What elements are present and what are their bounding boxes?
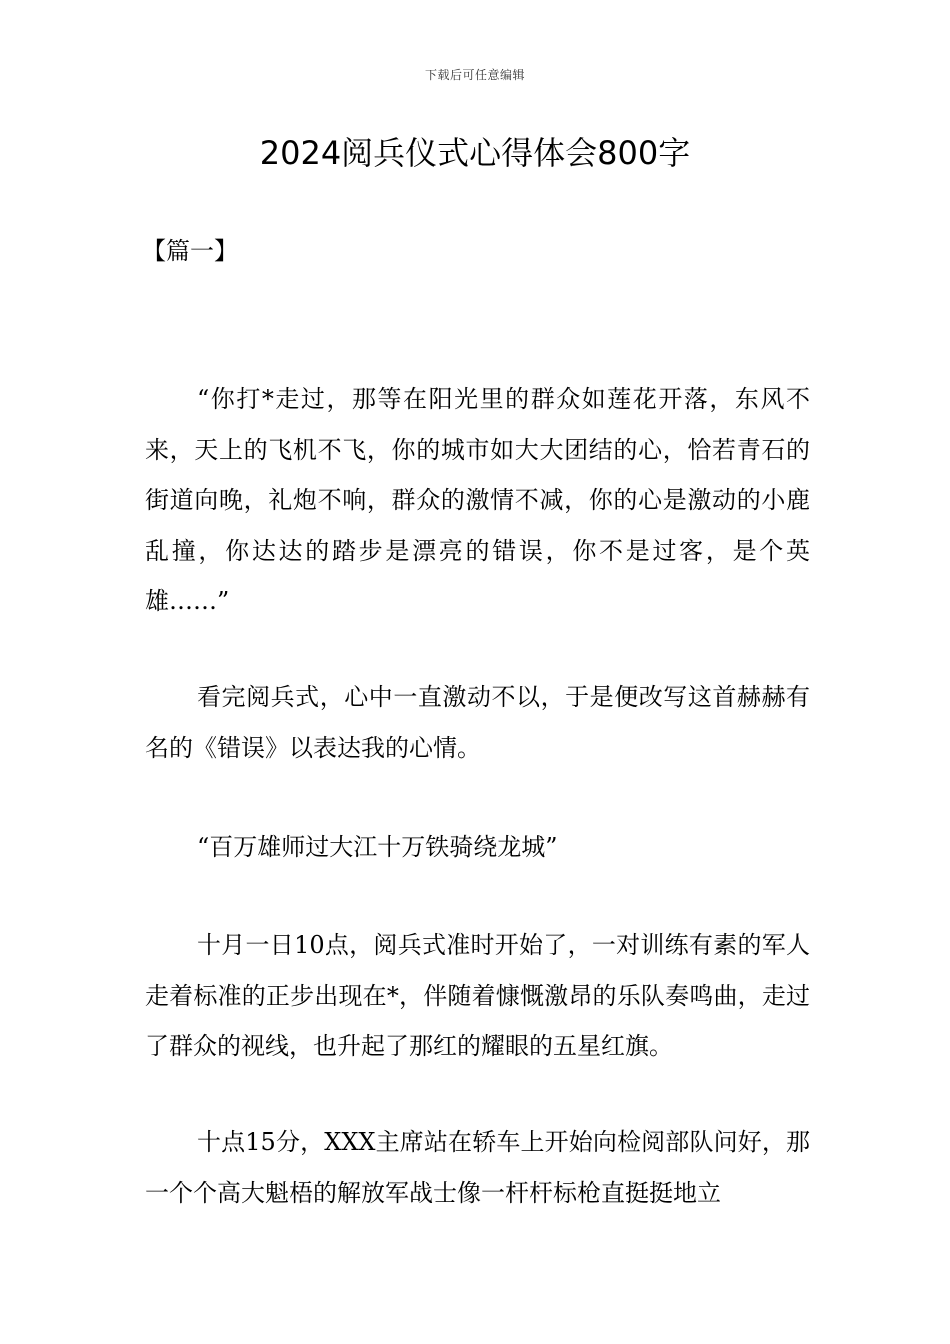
- header-note: 下载后可任意编辑: [424, 68, 525, 82]
- paragraph-poem: “你打*走过，那等在阳光里的群众如莲花开落，东风不来，天上的飞机不飞，你的城市如大大团结的心，恰若青石的街道向晚，礼炮不响，群众的激情不减，你的心是激动的小鹿乱撞，你达达的踏步是漂亮的错误，你不是过客，是个英雄……”: [145, 385, 810, 615]
- paragraph-intro: 看完阅兵式，心中一直激动不以，于是便改写这首赫赫有名的《错误》以表达我的心情。: [145, 683, 810, 762]
- document-title: 2024阅兵仪式心得体会800字: [259, 134, 691, 172]
- paragraph-quote: “百万雄师过大江十万铁骑绕龙城”: [197, 833, 558, 861]
- section-label: 【篇一】: [142, 237, 238, 265]
- paragraph-ceremony-start: 十月一日10点，阅兵式准时开始了，一对训练有素的军人走着标准的正步出现在*，伴随着慷慨激昂的乐队奏鸣曲，走过了群众的视线，也升起了那红的耀眼的五星红旗。: [145, 931, 810, 1060]
- paragraph-inspection: 十点15分，XXX主席站在轿车上开始向检阅部队问好，那一个个高大魁梧的解放军战士像一杆杆标枪直挺挺地立: [145, 1128, 810, 1207]
